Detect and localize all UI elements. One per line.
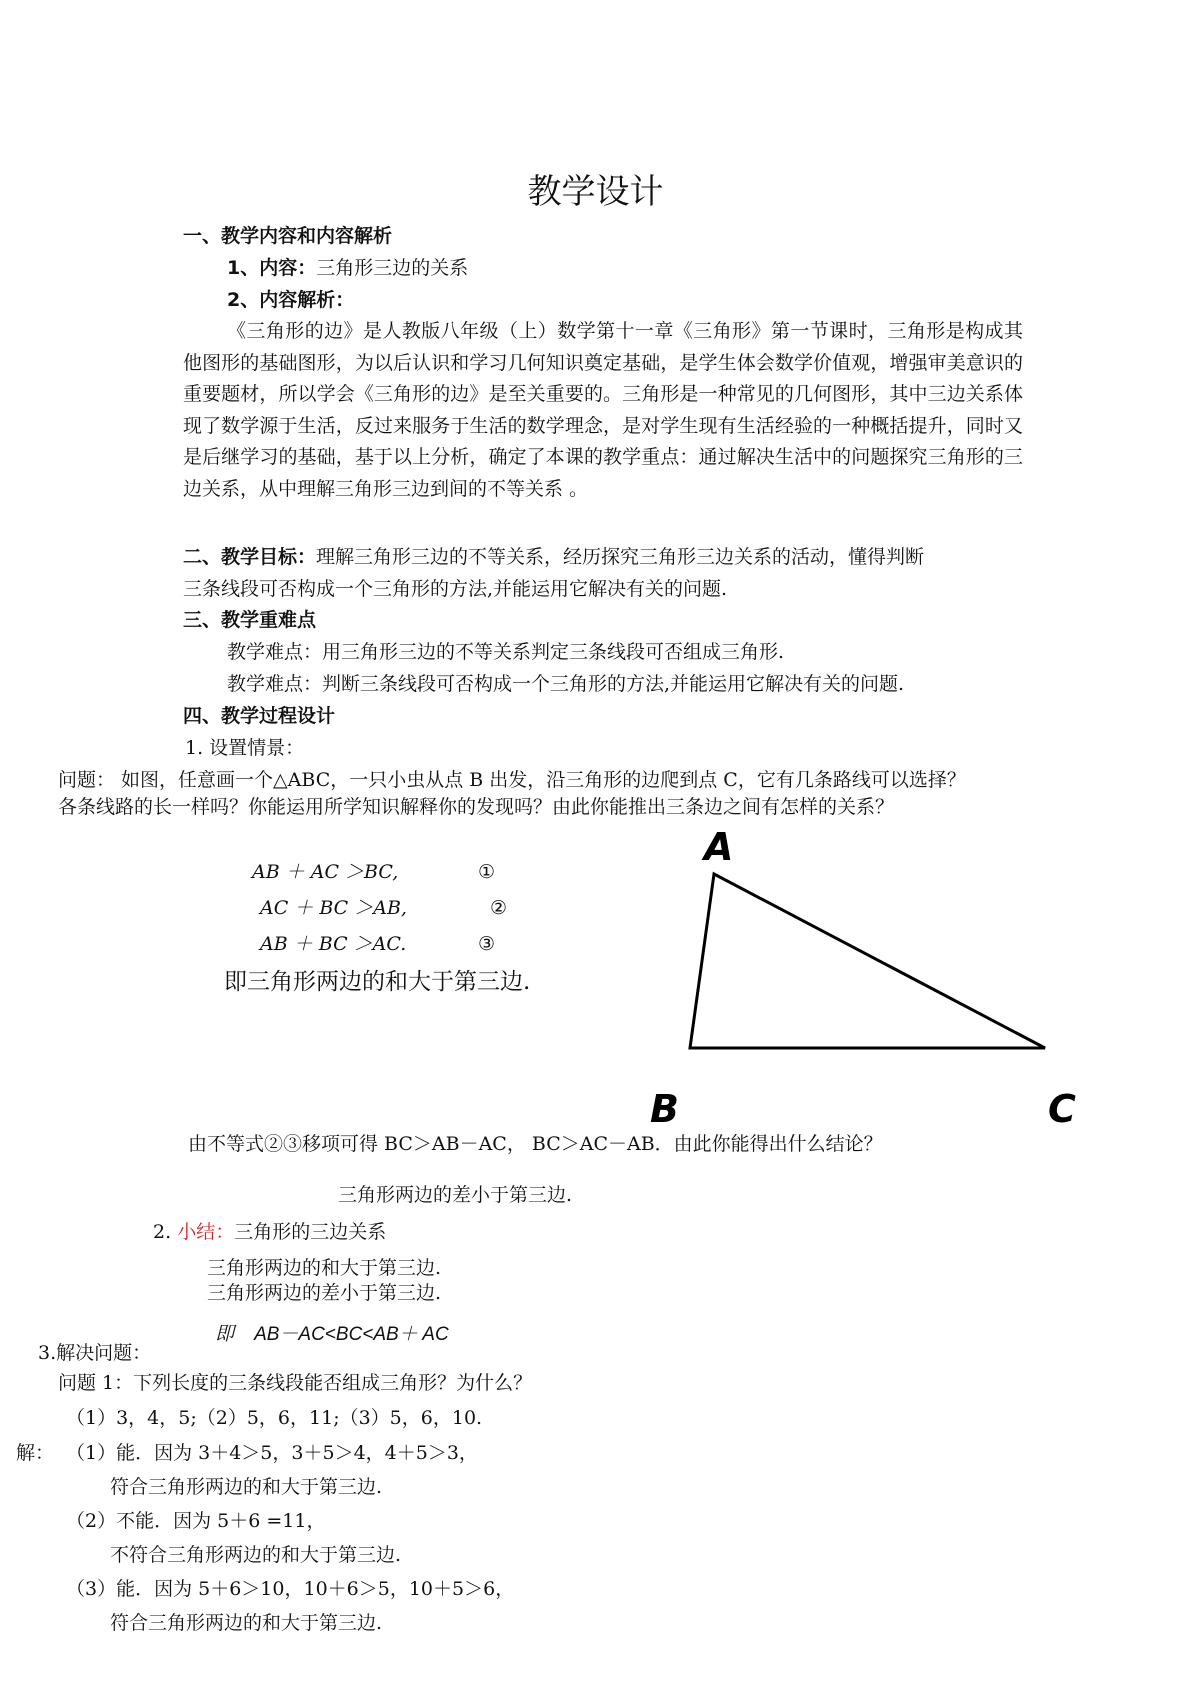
objective-text-2: 三条线段可否构成一个三角形的方法,并能运用它解决有关的问题. [183,578,728,600]
solution-2: （2）不能．因为 5＋6 =11， [66,1510,326,1532]
section-3-heading: 三、教学重难点 [183,609,317,631]
analysis-label: 2、内容解析： [227,289,355,311]
inequality-1: AB ＋ AC ＞BC, [252,861,399,883]
problem-1: 问题 1：下列长度的三条线段能否组成三角形？为什么？ [58,1372,533,1394]
conclusion-diff: 三角形两边的差小于第三边. [338,1184,573,1206]
section-2-heading: 二、教学目标： [183,546,317,568]
solution-2-reason: 不符合三角形两边的和大于第三边. [110,1544,402,1566]
inequality-2-number: ② [490,897,508,919]
step-2-line [153,1220,386,1244]
inequality-1-number: ① [478,861,496,883]
summary-label: 小结： [177,1221,235,1243]
summary-title: 三角形的三边关系 [234,1221,387,1243]
derive-line: 由不等式②③移项可得 BC＞AB－AC， BC＞AC－AB．由此你能得出什么结论？ [188,1133,883,1155]
summary-formula: AB－AC<BC<AB＋ AC [254,1324,449,1345]
problem-1-options: （1）3，4，5;（2）5，6，11;（3）5，6，10. [66,1407,483,1429]
triangle-figure [640,830,1110,1140]
vertex-label-b: B [650,1087,679,1131]
solution-1: （1）能．因为 3＋4＞5，3＋5＞4，4＋5＞3， [66,1442,478,1464]
vertex-label-c: C [1048,1087,1076,1131]
solution-3-reason: 符合三角形两边的和大于第三边. [110,1612,383,1634]
section-1-heading: 一、教学内容和内容解析 [183,225,393,247]
inequality-3-number: ③ [478,933,496,955]
step-1: 1. 设置情景： [185,737,305,759]
summary-rule-1: 三角形两边的和大于第三边. [207,1257,442,1279]
content-line [227,256,468,280]
solution-3: （3）能．因为 5＋6＞10，10＋6＞5，10＋5＞6， [66,1578,515,1600]
conclusion-sum: 即三角形两边的和大于第三边. [224,969,531,995]
analysis-paragraph: 《三角形的边》是人教版八年级（上）数学第十一章《三角形》第一节课时，三角形是构成其他图形的基础图形，为以后认识和学习几何知识奠定基础，是学生体会数学价值观，增强审美意识的重要题材，所以学会《三角形的边》是至关重要的。三角形是一种常见的几何图形，其中三边关系体现了数学源于生活，反过来服务于生活的数学理念，是对学生现有生活经验的一种概括提升，同时又是后继学习的基础，基于以上分析，确定了本课的教学重点：通过解决生活中的问题探究三角形的三边关系，从中理解三角形三边到间的不等关系 。 [183,320,1023,500]
objective-text-1: 理解三角形三边的不等关系，经历探究三角形三边关系的活动，懂得判断 [316,546,925,568]
step-2-number: 2. [153,1221,172,1243]
content-label: 1、内容： [227,257,317,279]
summary-rule-2: 三角形两边的差小于第三边. [207,1282,442,1304]
inequality-2: AC ＋ BC ＞AB, [260,897,407,919]
content-text: 三角形三边的关系 [316,257,469,279]
section-2-line1 [183,545,924,569]
step-3: 3.解决问题： [38,1342,152,1364]
page-title: 教学设计 [527,172,664,212]
inequality-3: AB ＋ BC ＞AC. [260,933,407,955]
solution-label: 解： [16,1442,55,1464]
section-4-heading: 四、教学过程设计 [183,705,336,727]
triangle-abc [690,874,1045,1048]
question-line-1: 问题： 如图，任意画一个△ABC，一只小虫从点 B 出发，沿三角形的边爬到点 C，它有几条路线可以选择？ [58,769,966,791]
summary-formula-prefix: 即 [215,1323,235,1345]
difficulty-line-1: 教学难点：用三角形三边的不等关系判定三条线段可否组成三角形. [227,641,785,663]
solution-1-reason: 符合三角形两边的和大于第三边. [110,1476,383,1498]
difficulty-line-2: 教学难点：判断三条线段可否构成一个三角形的方法,并能运用它解决有关的问题. [227,673,905,695]
summary-formula-line [215,1322,449,1347]
vertex-label-a: A [704,830,734,869]
question-line-2: 各条线路的长一样吗？你能运用所学知识解释你的发现吗？由此你能推出三条边之间有怎样的关系？ [58,796,895,818]
